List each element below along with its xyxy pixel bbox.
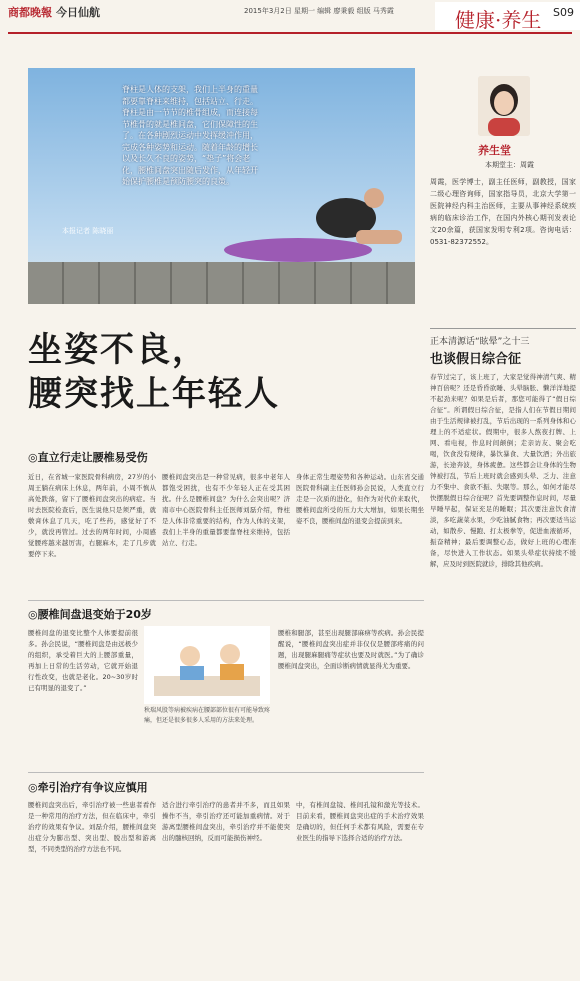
headline-line1: 坐姿不良， [28,330,208,370]
divider [28,600,424,601]
author-bio: 周霞，医学博士，副主任医师，副教授，国家二级心理咨询师，国家指导员，北京大学第一医院神经内科主治医师，主要从事神经系统疾病的临床诊治工作，在国内外核心期刊发表论文20余篇，获国家发明专利2项。咨询电话：0531-82372552。 [430,178,576,246]
section-title: 健康·养生 [455,8,542,32]
great-wall-image [28,262,415,304]
yoga-photo [28,68,415,304]
section1-col3: 身体正常生理姿势和各种运动。山东省交通医院骨科副主任医师孙会民说，人类直立行走是一次质的进化，但作为对代价来取代，腰椎间盘所受的压力大大增加，如果长期坐姿不良，腰椎间盘的退变会提前到来。 [296,473,424,525]
column-editor: 本期堂主：周霞 [485,161,534,169]
newspaper-logo [8,4,100,20]
section3-col1: 腰椎间盘突出后，牵引治疗被一些患者看作是一种常用的治疗方法，但在临床中，牵引治疗的效果有争议。刘磊介绍，腰椎间盘突出症分为膨出型、突出型、脱出型和游离型，不同类型的治疗方法也不同。 [28,801,156,853]
section3-col2: 适合进行牵引治疗的患者并不多，而且如果操作不当，牵引治疗还可能加重病情。对于游离型腰椎间盘突出，牵引治疗并不能使突出的髓核回纳，反而可能损伤神经。 [162,801,290,842]
logo-sub: 今日仙航 [56,6,100,19]
photo-credit: 本报记者 陈晓丽 [62,227,114,235]
section2-col3: 腰椎和腿部，甚至出现腿部麻痹等疾病。孙会民提醒说，“腰椎间盘突出症并非仅仅是腰部疼痛的问题，出现腿麻腿痛等症状也要及时就医。”为了确诊腰椎间盘突出，全面诊断病情就显得尤为重要。 [278,629,424,670]
page-header [0,0,580,34]
issue-meta: 2015年3月2日 星期一 编辑 廖秉毅 组版 马秀霞 [244,7,394,15]
section3-col3: 中，有椎间盘镜、椎间孔镜和激光等技术。目前来看，腰椎间盘突出症的手术治疗效果是确切的，但任何手术都有风险，需要在专业医生的指导下选择合适的治疗方法。 [296,801,424,842]
headline-line2: 腰突找上年轻人 [28,374,280,414]
illustration-caption: 秋瑞风股等病被疾病在腰部部位很有可能导致疼痛，但还是很多很多人采用的方法来处理。 [144,707,271,724]
divider [430,328,576,329]
section2-col1: 腰椎间盘的退变比整个人体要提前很多。孙会民说，“腰椎间盘是由远极少的组织，承受着巨大的上腰部重量，再加上日常的生活劳动，它就开始退行性改变，也就是老化。20~30岁时已有明显的退变了。” [28,629,138,692]
divider [28,772,424,773]
side-article-title: 也谈假日综合征 [430,352,522,367]
header-rule [8,32,572,34]
author-avatar [478,76,530,136]
photo-caption: 脊柱是人体的支架，我们上半身的重量都要靠脊柱来维持，包括站立、行走。脊柱是由一节节的椎骨组成，而连接每节椎骨的就是椎间盘，它们保障性的生了。在各种剧烈运动中发挥缓冲作用，完成各种姿势和运动。随着年龄的增长以及长久不良的姿势，“垫子”将会老化，腰椎间盘突出随后发作，从年轻开始保护腰椎是预防腰突的良策。 [122,85,258,186]
subhead-1: ◎直立行走让腰椎易受伤 [28,451,148,464]
subhead-3: ◎牵引治疗有争议应慎用 [28,781,148,794]
headline [28,328,280,416]
illustration-image [144,626,270,704]
page-number: S09 [553,6,574,19]
side-article-body: 春节过完了，该上班了，大家是觉得神清气爽、精神百倍呢？还是昏昏欲睡、头晕脑胀、懒洋洋地提不起劲来呢？如果是后者，那您可能得了“假日综合征”。所谓假日综合征，是指人们在节假日期间由于生活规律被打乱，节后出现的一系列身体和心理上的不适症状。假期中，很多人熬夜打牌、上网、看电视，作息时间颠倒；走亲访友、聚会吃喝，饮食没有规律，暴饮暴食、大量饮酒；外出旅游，长途奔波，身体疲惫。这些都会让身体的生物钟被打乱，节后上班时就会感到头晕、乏力、注意力不集中、食欲不振、失眠等。那么，如何才能尽快摆脱假日综合征呢？首先要调整作息时间，尽量早睡早起，保证充足的睡眠；其次要注意饮食清淡，多吃蔬菜水果，少吃油腻食物；再次要适当运动，如散步、慢跑、打太极拳等，促进血液循环，振奋精神；最后要调整心态，做好上班的心理准备，尽快进入工作状态。如果头晕症状持续不缓解，应及时到医院就诊，排除其他疾病。 [430,373,576,568]
section1-col1: 近日，在省城一家医院骨科病房，27岁的小周王躺在病床上休息，两年前，小周不慎从高处跌落，留下了腰椎间盘突出的病症。当时去医院检查后，医生说他只是须严重，就敷膏休息了几天，吃了些药，感觉好了不少，就没再管过。过去的两年时间，小周感觉腰疼越来越厉害，右腿麻木，走了几步就要停下来。 [28,473,156,558]
column-name: 养生堂 [478,144,511,157]
series-title: 正本清源话“眩晕”之十三 [430,337,530,347]
yoga-figure-image [178,178,415,268]
logo-main: 商都晚報 [8,6,52,19]
section-banner [435,2,580,30]
section1-col2: 腰椎间盘突出是一种常见病，很多中老年人都饱受困扰，也有不少年轻人正在受其困扰。什么是腰椎间盘？为什么会突出呢？济南市中心医院骨科主任医师刘磊介绍，脊柱是人体非常重要的结构，作为人体的支架，我们上半身的重量都要靠脊柱来维持，包括站立、行走。 [162,473,290,547]
subhead-2: ◎腰椎间盘退变始于20岁 [28,608,152,621]
